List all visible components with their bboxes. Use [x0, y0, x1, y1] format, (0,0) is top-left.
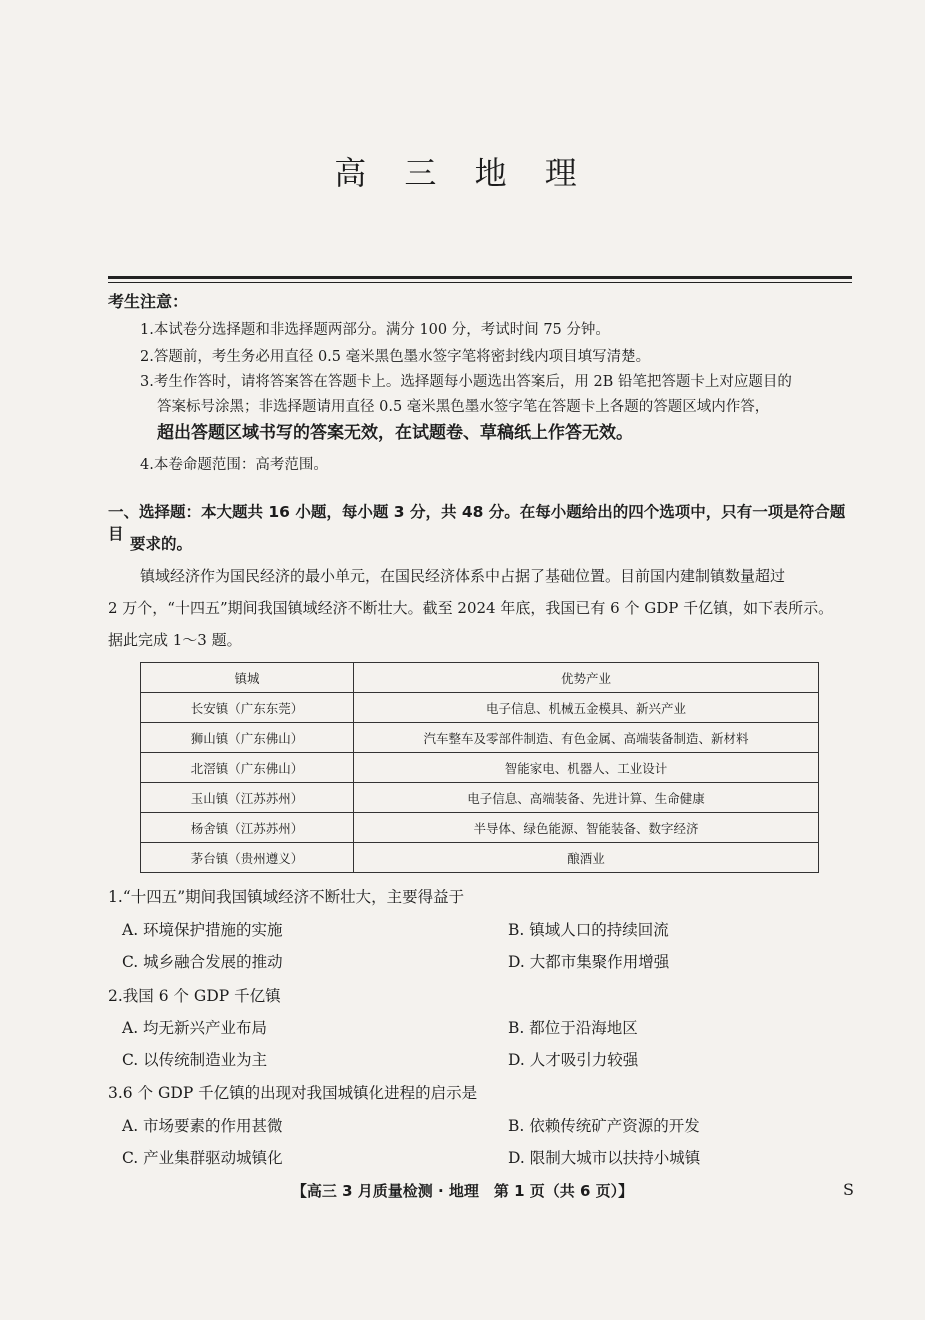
section-heading-line-2: 要求的。: [130, 535, 193, 553]
table-row: [141, 813, 819, 843]
passage-line-3: 据此完成 1～3 题。: [108, 631, 242, 649]
section-heading-line-1: 一、选择题：本大题共 16 小题，每小题 3 分，共 48 分。在每小题给出的四个选项中，只有一项是符合题目: [108, 503, 846, 543]
question-3-stem: 3.6 个 GDP 千亿镇的出现对我国城镇化进程的启示是: [108, 1084, 478, 1102]
table-row: [141, 843, 819, 873]
passage-line-2: 2 万个，“十四五”期间我国镇域经济不断壮大。截至 2024 年底，我国已有 6 个 GDP 千亿镇，如下表所示。: [108, 599, 834, 617]
table-cell-town: 狮山镇（广东佛山）: [141, 723, 354, 753]
question-3-option-c: C. 产业集群驱动城镇化: [122, 1149, 283, 1167]
question-2-option-a: A. 均无新兴产业布局: [122, 1019, 268, 1037]
table-header-industry: 优势产业: [354, 663, 819, 693]
table-header-row: [141, 663, 819, 693]
table-cell-town: 玉山镇（江苏苏州）: [141, 783, 354, 813]
table-cell-town: 长安镇（广东东莞）: [141, 693, 354, 723]
question-3-option-d: D. 限制大城市以扶持小城镇: [508, 1149, 701, 1167]
table-cell-industry: 酿酒业: [354, 843, 819, 873]
table-cell-town: 茅台镇（贵州遵义）: [141, 843, 354, 873]
question-2-option-b: B. 都位于沿海地区: [508, 1019, 638, 1037]
notice-item-3-emphasis: 超出答题区域书写的答案无效，在试题卷、草稿纸上作答无效。: [157, 423, 633, 443]
table-cell-industry: 汽车整车及零部件制造、有色金属、高端装备制造、新材料: [354, 723, 819, 753]
table-row: [141, 693, 819, 723]
header-rule-thin: [108, 282, 852, 283]
page-title: 高 三 地 理: [334, 154, 591, 192]
question-2-option-d: D. 人才吸引力较强: [508, 1051, 639, 1069]
table-row: [141, 753, 819, 783]
table-header-town: 镇城: [141, 663, 354, 693]
table-cell-industry: 智能家电、机器人、工业设计: [354, 753, 819, 783]
header-rule-thick: [108, 276, 852, 279]
question-1-option-d: D. 大都市集聚作用增强: [508, 953, 670, 971]
question-1-option-a: A. 环境保护措施的实施: [122, 921, 283, 939]
table-cell-town: 北滘镇（广东佛山）: [141, 753, 354, 783]
table-row: [141, 723, 819, 753]
passage-line-1: 镇域经济作为国民经济的最小单元，在国民经济体系中占据了基础位置。目前国内建制镇数量超过: [140, 567, 786, 585]
notice-item-2: 2.答题前，考生务必用直径 0.5 毫米黑色墨水签字笔将密封线内项目填写清楚。: [140, 349, 651, 365]
notice-item-4: 4.本卷命题范围：高考范围。: [140, 457, 328, 473]
page-footer: 【高三 3 月质量检测 · 地理 第 1 页（共 6 页）】: [291, 1182, 634, 1200]
question-3-option-b: B. 依赖传统矿产资源的开发: [508, 1117, 700, 1135]
gdp-town-table: [140, 662, 819, 873]
table-row: [141, 783, 819, 813]
table-cell-industry: 半导体、绿色能源、智能装备、数字经济: [354, 813, 819, 843]
question-3-option-a: A. 市场要素的作用甚微: [122, 1117, 283, 1135]
table-cell-industry: 电子信息、高端装备、先进计算、生命健康: [354, 783, 819, 813]
section-heading: [108, 500, 858, 553]
table-cell-industry: 电子信息、机械五金模具、新兴产业: [354, 693, 819, 723]
question-2-option-c: C. 以传统制造业为主: [122, 1051, 268, 1069]
corner-mark: S: [843, 1180, 854, 1199]
question-2-stem: 2.我国 6 个 GDP 千亿镇: [108, 987, 281, 1005]
notice-item-3-cont: 答案标号涂黑；非选择题请用直径 0.5 毫米黑色墨水签字笔在答题卡上各题的答题区域内作答，: [157, 399, 770, 415]
notice-item-3: 3.考生作答时，请将答案答在答题卡上。选择题每小题选出答案后，用 2B 铅笔把答题卡上对应题目的: [140, 374, 792, 390]
table-cell-town: 杨舍镇（江苏苏州）: [141, 813, 354, 843]
question-1-option-b: B. 镇域人口的持续回流: [508, 921, 669, 939]
notice-item-1: 1.本试卷分选择题和非选择题两部分。满分 100 分，考试时间 75 分钟。: [140, 322, 610, 338]
question-1-option-c: C. 城乡融合发展的推动: [122, 953, 283, 971]
notice-heading: 考生注意：: [108, 292, 189, 311]
question-1-stem: 1.“十四五”期间我国镇域经济不断壮大，主要得益于: [108, 888, 465, 906]
